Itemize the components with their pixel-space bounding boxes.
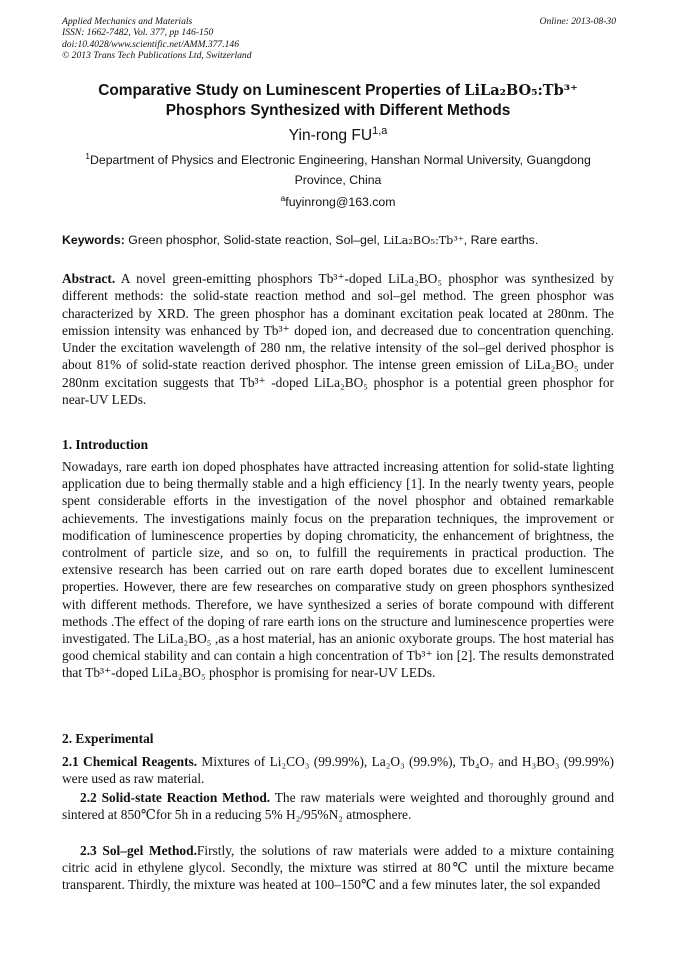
affiliation-text: Department of Physics and Electronic Engineering, Hanshan Normal University, Guangdong Province, China: [90, 153, 591, 187]
paper-title: [62, 81, 614, 121]
author-sup: 1,a: [372, 124, 388, 137]
journal-name: Applied Mechanics and Materials: [62, 16, 193, 27]
abstract-label: Abstract.: [62, 271, 116, 286]
keywords-label: Keywords:: [62, 233, 125, 247]
abstract-text: A novel green-emitting phosphors Tb³⁺-doped LiLa₂BO₅ phosphor was synthesized by different methods: the solid-state reaction method and sol–gel method. The green phosphor was characterized by XRD. The green phosphor has a dominant excitation peak located at 280nm. The emission intensity was enhanced by Tb³⁺ doped ion, and decreased due to concentration quenching. Under the excitation wavelength of 280 nm, the relative intensity of the sol–gel derived phosphor is about 81% of solid-state reaction derived phosphor. The intense green emission of LiLa₂BO₅ under 280nm excitation suggests that Tb³⁺ -doped LiLa₂BO₅ phosphor is a potential green phosphor for near-UV LEDs.: [62, 271, 614, 408]
subsection-2-1: 2.1 Chemical Reagents. Mixtures of Li₂CO₃ (99.99%), La₂O₃ (99.9%), Tb₄O₇ and H₃BO₃ (99.99%) were used as raw material.: [62, 754, 614, 787]
copyright-line: © 2013 Trans Tech Publications Ltd, Switzerland: [62, 49, 252, 61]
title-line-1: Comparative Study on Luminescent Properties of LiLa₂BO₅:Tb³⁺: [98, 82, 578, 99]
journal-header: [62, 16, 252, 61]
subsection-2-2: 2.2 Solid-state Reaction Method. The raw materials were weighted and thoroughly ground and sintered at 850℃for 5h in a reducing 5% H₂/95%N₂ atmosphere.: [62, 790, 615, 823]
title-line-2: Phosphors Synthesized with Different Methods: [165, 102, 511, 119]
section-heading-experimental: 2. Experimental: [62, 731, 154, 746]
issn-line: ISSN: 1662-7482, Vol. 377, pp 146-150: [62, 27, 214, 39]
section-heading-introduction: 1. Introduction: [62, 437, 149, 452]
keywords-formula: LiLa₂BO₅:Tb³⁺: [383, 234, 464, 247]
affiliation: $^1$Department of Physics and Electronic Engineering, Hanshan Normal University, Guangdong Province, China: [85, 150, 591, 187]
doi-line: doi:10.4028/www.scientific.net/AMM.377.146: [62, 38, 240, 50]
author-name: Yin-rong FU: [288, 127, 373, 144]
author: [62, 124, 614, 145]
abstract: [62, 270, 614, 408]
title-formula: LiLa₂BO₅:Tb³⁺: [464, 82, 578, 99]
email: $^a$fuyinrong@163.com: [280, 192, 396, 209]
subsection-2-3: 2.3 Sol–gel Method.Firstly, the solutions of raw materials were added to a mixture containing citric acid in ethylene glycol. Secondly, the mixture was stirred at 80℃ until the mixture became transparent. Thirdly, the mixture was heated at 100–150℃ and a few minutes later, the sol expanded: [62, 843, 614, 893]
email-address: fuyinrong@163.com: [285, 195, 396, 209]
introduction-paragraph: Nowadays, rare earth ion doped phosphates have attracted increasing attention for solid-state lighting application due to being thermally stable and a high efficiency [1]. In the nearly twenty years, people spent considerable efforts in the investigation of the novel phosphor and obtained remarkable achievements. The investigations mainly focus on the preparation techniques, the improvement or modification of luminescence properties by doping chromaticity, the enhancement of brightness, the controlment of particle size, and so on, to fulfill the requirements in practical production. The extensive research has been carried out on rare earth doped borates due to excellent luminescent properties. However, there are few researches on comparative study on green phosphors synthesized with different methods. Therefore, we have synthesized a series of borate compound with different methods .The effect of the doping of rare earth ions on the structure and luminescence properties were investigated. The LiLa₂BO₅ ,as a host material, has an anionic oxyborate groups. The host material has good chemical stability and can contain a high concentration of Tb³⁺ ion [2]. The results demonstrated that Tb³⁺-doped LiLa₂BO₅ phosphor is promising for near-UV LEDs.: [62, 459, 614, 681]
keywords: Keywords: Green phosphor, Solid-state reaction, Sol–gel, LiLa₂BO₅:Tb³⁺, Rare earths.: [62, 233, 539, 247]
online-date: Online: 2013-08-30: [539, 16, 616, 27]
